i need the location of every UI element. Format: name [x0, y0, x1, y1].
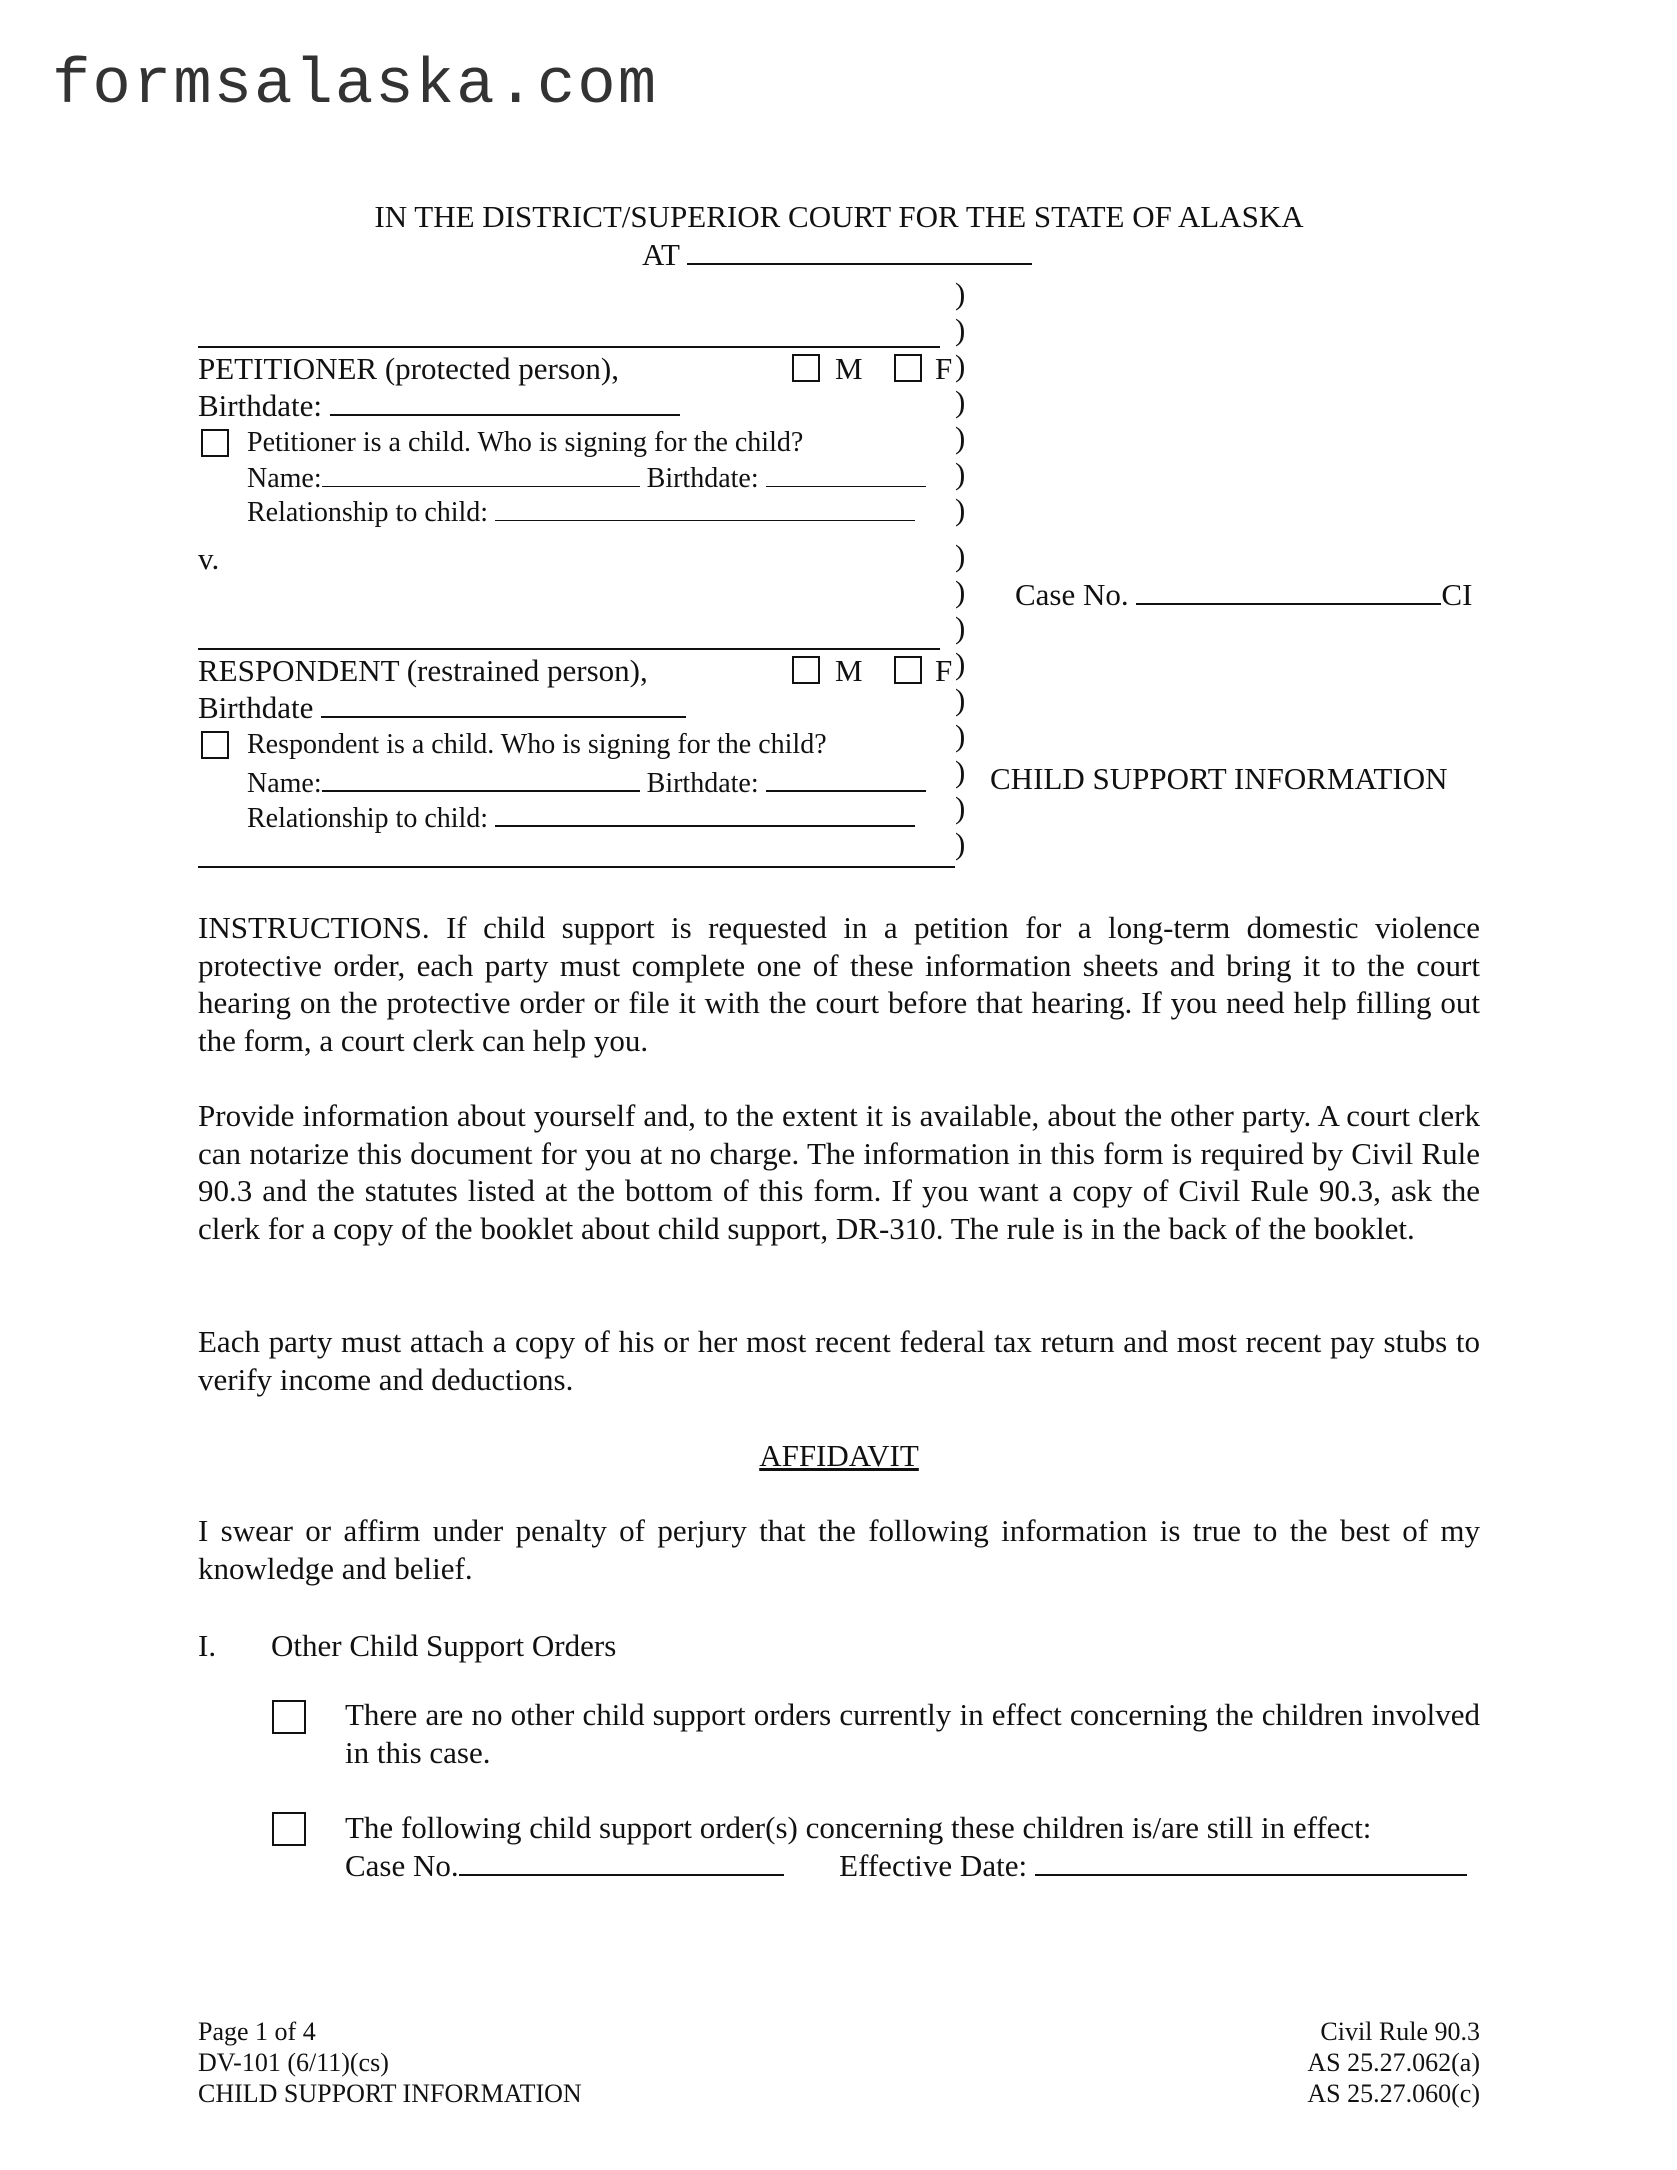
court-location-label: AT — [642, 237, 680, 272]
respondent-male-label: M — [835, 653, 863, 688]
section-1-number: I. — [198, 1628, 217, 1663]
footer-form-title: CHILD SUPPORT INFORMATION — [198, 2079, 582, 2108]
petitioner-birthdate-field[interactable] — [330, 388, 680, 416]
footer-rule-reference: Civil Rule 90.3 — [1320, 2017, 1480, 2046]
affidavit-heading: AFFIDAVIT — [759, 1438, 919, 1473]
petitioner-female-checkbox[interactable] — [894, 354, 922, 382]
petitioner-signer-row — [247, 460, 926, 496]
respondent-birthdate-field[interactable] — [321, 690, 686, 718]
respondent-birthdate-row — [198, 689, 686, 727]
petitioner-label: PETITIONER (protected person), — [198, 351, 619, 386]
respondent-signer-name-field[interactable] — [322, 764, 640, 792]
versus-label: v. — [198, 541, 220, 576]
court-heading: IN THE DISTRICT/SUPERIOR COURT FOR THE STATE OF ALASKA — [374, 199, 1304, 234]
footer-statute-2: AS 25.27.060(c) — [1307, 2079, 1480, 2108]
petitioner-name-line[interactable] — [198, 346, 940, 348]
respondent-name-line[interactable] — [198, 648, 940, 650]
affidavit-oath: I swear or affirm under penalty of perjury that the following information is true to the best of my knowledge and belief. — [198, 1513, 1480, 1586]
respondent-relationship-label: Relationship to child: — [247, 803, 489, 834]
instructions-paragraph-2: Provide information about yourself and, to the extent it is available, about the other party. A court clerk can notarize this document for you at no charge. The information in this form is required by Civil Rule 90.3 and the statutes listed at the bottom of this form. If you want a copy of Civil Rule 90.3, ask the clerk for a copy of the booklet about child support, DR-310. The rule is in the back of the booklet. — [198, 1098, 1480, 1246]
petitioner-signer-name-field[interactable] — [322, 460, 640, 487]
footer-statute-1: AS 25.27.062(a) — [1307, 2048, 1480, 2077]
other-order-effective-date-field[interactable] — [1035, 1848, 1467, 1876]
petitioner-signer-birthdate-field[interactable] — [766, 460, 926, 487]
other-order-case-no-field[interactable] — [459, 1848, 784, 1876]
no-other-orders-label: There are no other child support orders currently in effect concerning the children involved in this case. — [345, 1697, 1480, 1770]
petitioner-is-child-checkbox[interactable] — [201, 429, 229, 457]
petitioner-signer-birthdate-label: Birthdate: — [646, 463, 759, 494]
other-orders-in-effect-checkbox[interactable] — [272, 1812, 306, 1846]
respondent-is-child-checkbox[interactable] — [201, 731, 229, 759]
site-watermark: formsalaska.com — [52, 50, 659, 122]
instructions-paragraph-1: INSTRUCTIONS. If child support is requested in a petition for a long-term domestic violence protective order, each party must complete one of these information sheets and bring it to the court hearing on the protective order or file it with the court before that hearing. If you need help filling out the form, a court clerk can help you. — [198, 910, 1480, 1058]
section-1-title: Other Child Support Orders — [271, 1628, 617, 1663]
petitioner-birthdate-row — [198, 387, 680, 425]
case-number-field[interactable] — [1136, 577, 1441, 605]
respondent-signer-row — [247, 764, 926, 801]
petitioner-male-label: M — [835, 351, 863, 386]
respondent-signer-birthdate-label: Birthdate: — [646, 768, 759, 799]
court-location-field[interactable] — [687, 237, 1032, 265]
case-number-row — [1015, 576, 1472, 614]
respondent-label: RESPONDENT (restrained person), — [198, 653, 648, 688]
petitioner-male-checkbox[interactable] — [792, 354, 820, 382]
document-title: CHILD SUPPORT INFORMATION — [990, 761, 1448, 796]
no-other-orders-checkbox[interactable] — [272, 1700, 306, 1734]
footer-page-number: Page 1 of 4 — [198, 2017, 316, 2046]
respondent-female-checkbox[interactable] — [894, 656, 922, 684]
case-number-suffix: CI — [1441, 577, 1473, 612]
case-number-label: Case No. — [1015, 577, 1129, 612]
respondent-female-label: F — [935, 653, 953, 688]
respondent-birthdate-label: Birthdate — [198, 690, 314, 725]
petitioner-relationship-row — [247, 494, 915, 530]
respondent-is-child-label: Respondent is a child. Who is signing for the child? — [247, 729, 827, 760]
petitioner-birthdate-label: Birthdate: — [198, 388, 322, 423]
other-order-details-row — [345, 1847, 1467, 1885]
respondent-relationship-row — [247, 799, 915, 836]
petitioner-signer-name-label: Name: — [247, 463, 322, 494]
caption-bottom-line — [198, 866, 955, 868]
other-order-effective-date-label: Effective Date: — [839, 1848, 1028, 1883]
petitioner-female-label: F — [935, 351, 953, 386]
respondent-relationship-field[interactable] — [495, 799, 915, 827]
respondent-signer-birthdate-field[interactable] — [766, 764, 926, 792]
petitioner-relationship-field[interactable] — [495, 494, 915, 521]
instructions-paragraph-3: Each party must attach a copy of his or her most recent federal tax return and most recent pay stubs to verify income and deductions. — [198, 1324, 1480, 1397]
other-order-case-no-label: Case No. — [345, 1848, 459, 1883]
respondent-male-checkbox[interactable] — [792, 656, 820, 684]
petitioner-relationship-label: Relationship to child: — [247, 497, 489, 528]
footer-form-id: DV-101 (6/11)(cs) — [198, 2048, 389, 2077]
petitioner-is-child-label: Petitioner is a child. Who is signing for the child? — [247, 427, 804, 458]
court-location — [642, 236, 1032, 274]
respondent-signer-name-label: Name: — [247, 768, 322, 799]
other-orders-in-effect-label: The following child support order(s) concerning these children is/are still in effect: — [345, 1810, 1372, 1845]
